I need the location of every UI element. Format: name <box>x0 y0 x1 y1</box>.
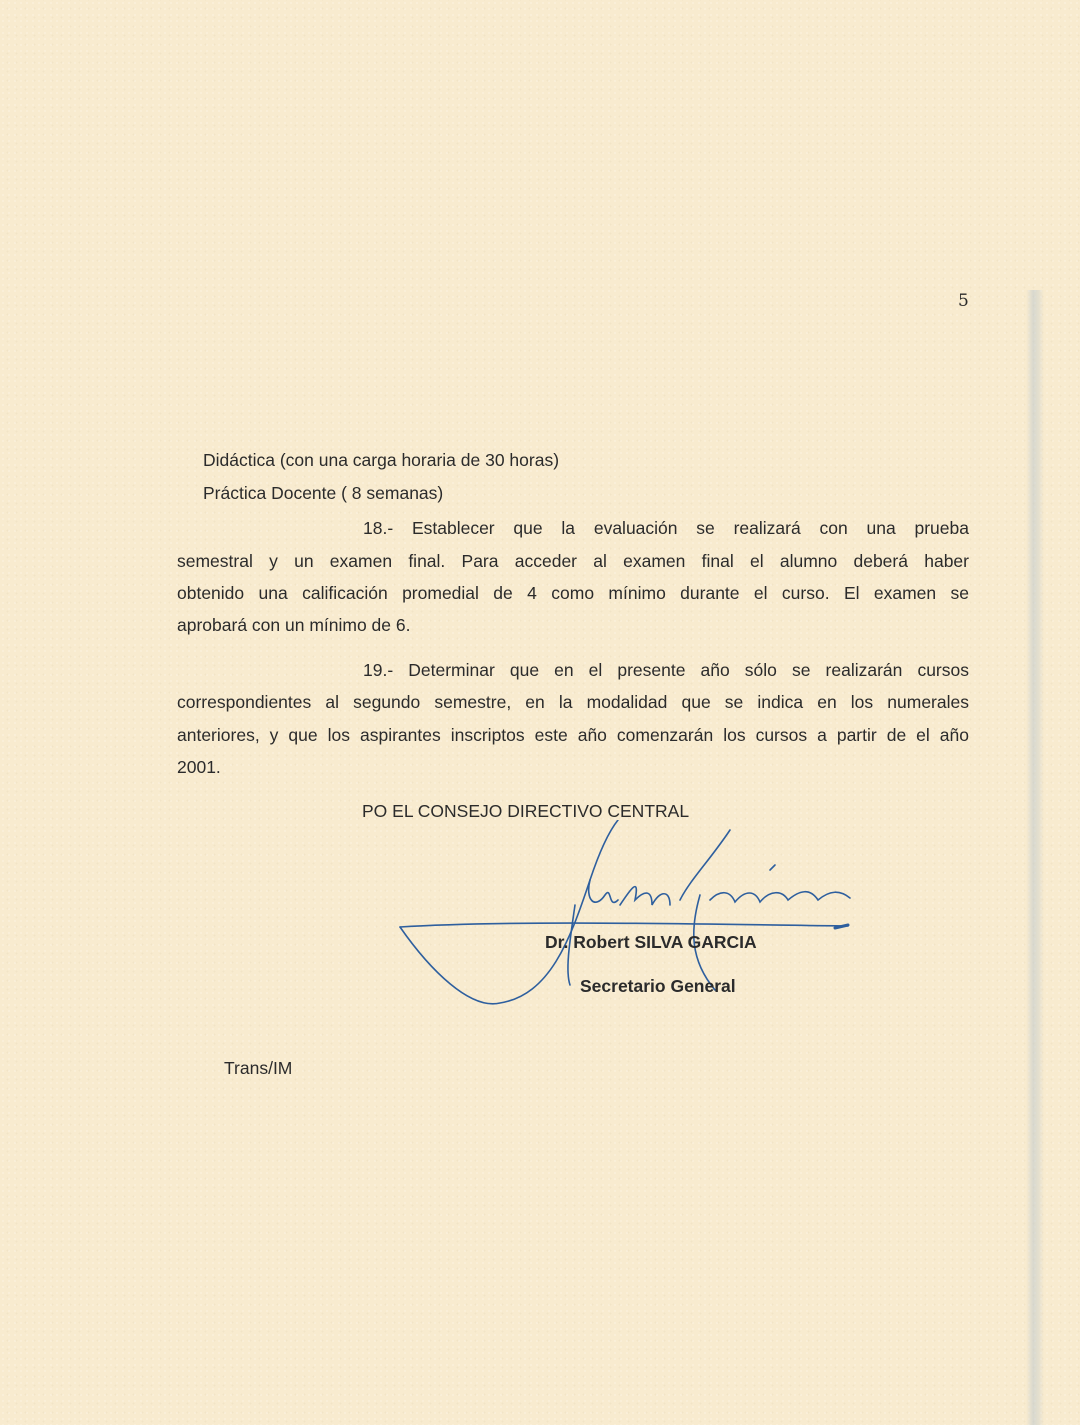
page-number: 5 <box>958 291 969 311</box>
item-practica-docente: Práctica Docente ( 8 semanas) <box>203 483 444 503</box>
item-didactica: Didáctica (con una carga horaria de 30 horas) <box>203 450 560 470</box>
para18-line2: semestral y un examen final. Para acceder al examen final el alumno deberá haber <box>177 551 969 571</box>
signature-heading: PO EL CONSEJO DIRECTIVO CENTRAL <box>362 801 690 821</box>
signatory-name: Dr. Robert SILVA GARCIA <box>545 932 757 952</box>
scan-edge-shadow <box>1026 290 1044 1425</box>
para19-line2: correspondientes al segundo semestre, en la modalidad que se indica en los numerales <box>177 692 969 712</box>
para18-line4: aprobará con un mínimo de 6. <box>177 615 411 635</box>
para18-line3: obtenido una calificación promedial de 4 como mínimo durante el curso. El examen se <box>177 583 969 603</box>
para18-line1: 18.- Establecer que la evaluación se realizará con una prueba <box>363 518 969 538</box>
signatory-title: Secretario General <box>580 976 736 996</box>
para19-line1: 19.- Determinar que en el presente año sólo se realizarán cursos <box>363 660 969 680</box>
para19-line4: 2001. <box>177 757 221 777</box>
para19-line3: anteriores, y que los aspirantes inscriptos este año comenzarán los cursos a partir de el año <box>177 725 969 745</box>
footer-reference: Trans/IM <box>224 1058 293 1078</box>
